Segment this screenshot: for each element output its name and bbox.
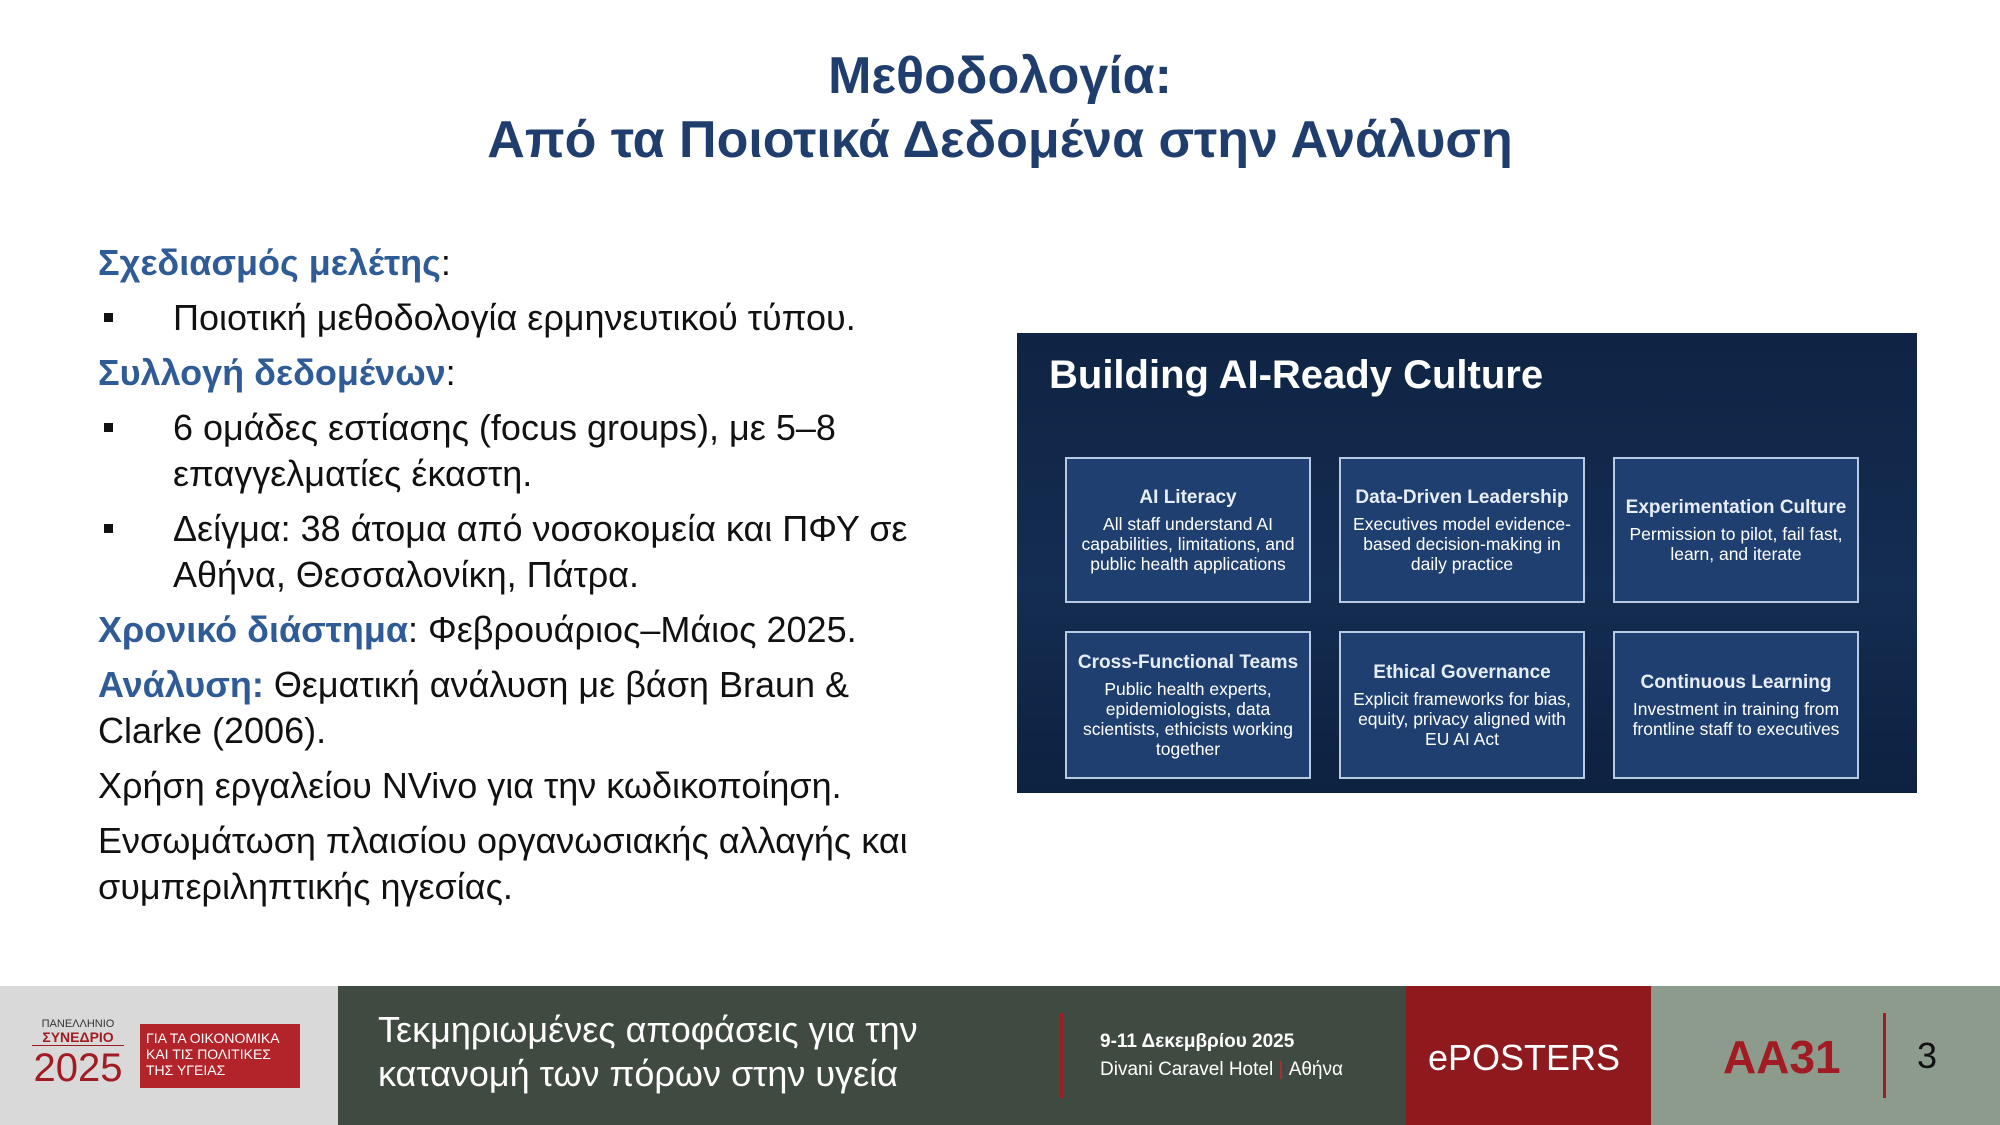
ai-culture-panel bbox=[1017, 333, 1917, 793]
footer-tagline-section bbox=[338, 986, 1406, 1125]
logo-wordmark bbox=[32, 1018, 124, 1090]
card-continuous-learning bbox=[1613, 631, 1859, 779]
card-ai-literacy bbox=[1065, 457, 1311, 603]
methodology-text bbox=[98, 240, 938, 919]
bullet-item bbox=[98, 506, 938, 598]
card-desc: Investment in training from frontline staff to executives bbox=[1632, 699, 1840, 739]
venue-separator: | bbox=[1278, 1059, 1284, 1080]
footer-bar bbox=[0, 986, 2000, 1125]
event-date: 9-11 Δεκεμβρίου 2025 bbox=[1100, 1031, 1295, 1052]
card-data-driven-leadership bbox=[1339, 457, 1585, 603]
design-heading: Σχεδιασμός μελέτης: bbox=[98, 242, 451, 283]
card-desc: Permission to pilot, fail fast, learn, and iterate bbox=[1629, 524, 1843, 564]
panel-title: Building AI-Ready Culture bbox=[1049, 353, 1544, 397]
card-title: Cross-Functional Teams bbox=[1077, 652, 1299, 673]
logo-subtitle-box: ΓΙΑ ΤΑ ΟΙΚΟΝΟΜΙΚΑ ΚΑΙ ΤΙΣ ΠΟΛΙΤΙΚΕΣ ΤΗΣ ΥΓΕΙΑΣ bbox=[140, 1024, 300, 1088]
footer-divider bbox=[1883, 1013, 1886, 1098]
footer-tagline: Τεκμηριωμένες αποφάσεις για την κατανομή των πόρων στην υγεία bbox=[378, 1009, 918, 1094]
bullet-item bbox=[98, 405, 938, 497]
square-bullet-icon bbox=[104, 423, 113, 432]
analysis-value: Θεματική ανάλυση με βάση Braun & Clarke (2006). bbox=[98, 664, 850, 751]
bullet-item bbox=[98, 295, 938, 341]
title-line-2: Από τα Ποιοτικά Δεδομένα στην Ανάλυση bbox=[487, 111, 1513, 169]
card-cross-functional-teams bbox=[1065, 631, 1311, 779]
analysis-line bbox=[98, 662, 938, 754]
analysis-label: Ανάλυση: bbox=[98, 664, 264, 705]
period-label: Χρονικό διάστημα bbox=[98, 609, 408, 650]
card-desc: Executives model evidence-based decision-making in daily practice bbox=[1353, 514, 1571, 574]
card-title: Experimentation Culture bbox=[1625, 497, 1847, 518]
design-label: Σχεδιασμός μελέτης bbox=[98, 242, 441, 283]
conference-logo bbox=[0, 986, 338, 1125]
square-bullet-icon bbox=[104, 313, 113, 322]
page-number: 3 bbox=[1917, 1035, 1938, 1076]
venue-city: Αθήνα bbox=[1288, 1059, 1343, 1080]
square-bullet-icon bbox=[104, 524, 113, 533]
collection-label: Συλλογή δεδομένων bbox=[98, 352, 446, 393]
card-title: Data-Driven Leadership bbox=[1355, 487, 1569, 508]
period-line bbox=[98, 607, 938, 653]
card-title: Continuous Learning bbox=[1640, 672, 1832, 693]
poster-code: AA31 bbox=[1723, 1031, 1841, 1083]
logo-name: ΣΥΝΕΔΡΙΟ bbox=[32, 1030, 124, 1046]
card-ethical-governance bbox=[1339, 631, 1585, 779]
collection-bullet-2: Δείγμα: 38 άτομα από νοσοκομεία και ΠΦΥ σε Αθήνα, Θεσσαλονίκη, Πάτρα. bbox=[173, 508, 908, 595]
collection-bullet-1: 6 ομάδες εστίασης (focus groups), με 5–8 επαγγελματίες έκαστη. bbox=[173, 407, 836, 494]
framework-line: Ενσωμάτωση πλαισίου οργανωσιακής αλλαγής και συμπεριληπτικής ηγεσίας. bbox=[98, 820, 908, 907]
period-value: : Φεβρουάριος–Μάιος 2025. bbox=[407, 609, 857, 650]
card-experimentation-culture bbox=[1613, 457, 1859, 603]
footer-divider bbox=[1060, 1013, 1063, 1098]
slide-title bbox=[0, 44, 2000, 172]
card-desc: Public health experts, epidemiologists, data scientists, ethicists working together bbox=[1082, 679, 1294, 759]
logo-small-text: ΠΑΝΕΛΛΗΝΙΟ bbox=[41, 1018, 115, 1030]
design-bullet: Ποιοτική μεθοδολογία ερμηνευτικού τύπου. bbox=[173, 297, 856, 338]
collection-heading: Συλλογή δεδομένων: bbox=[98, 352, 456, 393]
eposters-label: ePOSTERS bbox=[1428, 1037, 1621, 1078]
eposters-section bbox=[1406, 986, 1651, 1125]
logo-year: 2025 bbox=[33, 1046, 123, 1090]
card-desc: All staff understand AI capabilities, limitations, and public health applications bbox=[1081, 514, 1295, 574]
title-line-1: Μεθοδολογία: bbox=[828, 47, 1172, 105]
poster-code-section bbox=[1651, 986, 2000, 1125]
card-desc: Explicit frameworks for bias, equity, privacy aligned with EU AI Act bbox=[1353, 689, 1571, 749]
venue-hotel: Divani Caravel Hotel bbox=[1100, 1059, 1274, 1080]
card-title: AI Literacy bbox=[1139, 487, 1237, 508]
event-venue bbox=[1100, 1058, 1343, 1082]
nvivo-line: Χρήση εργαλείου NVivo για την κωδικοποίηση. bbox=[98, 765, 842, 806]
card-title: Ethical Governance bbox=[1373, 662, 1551, 683]
